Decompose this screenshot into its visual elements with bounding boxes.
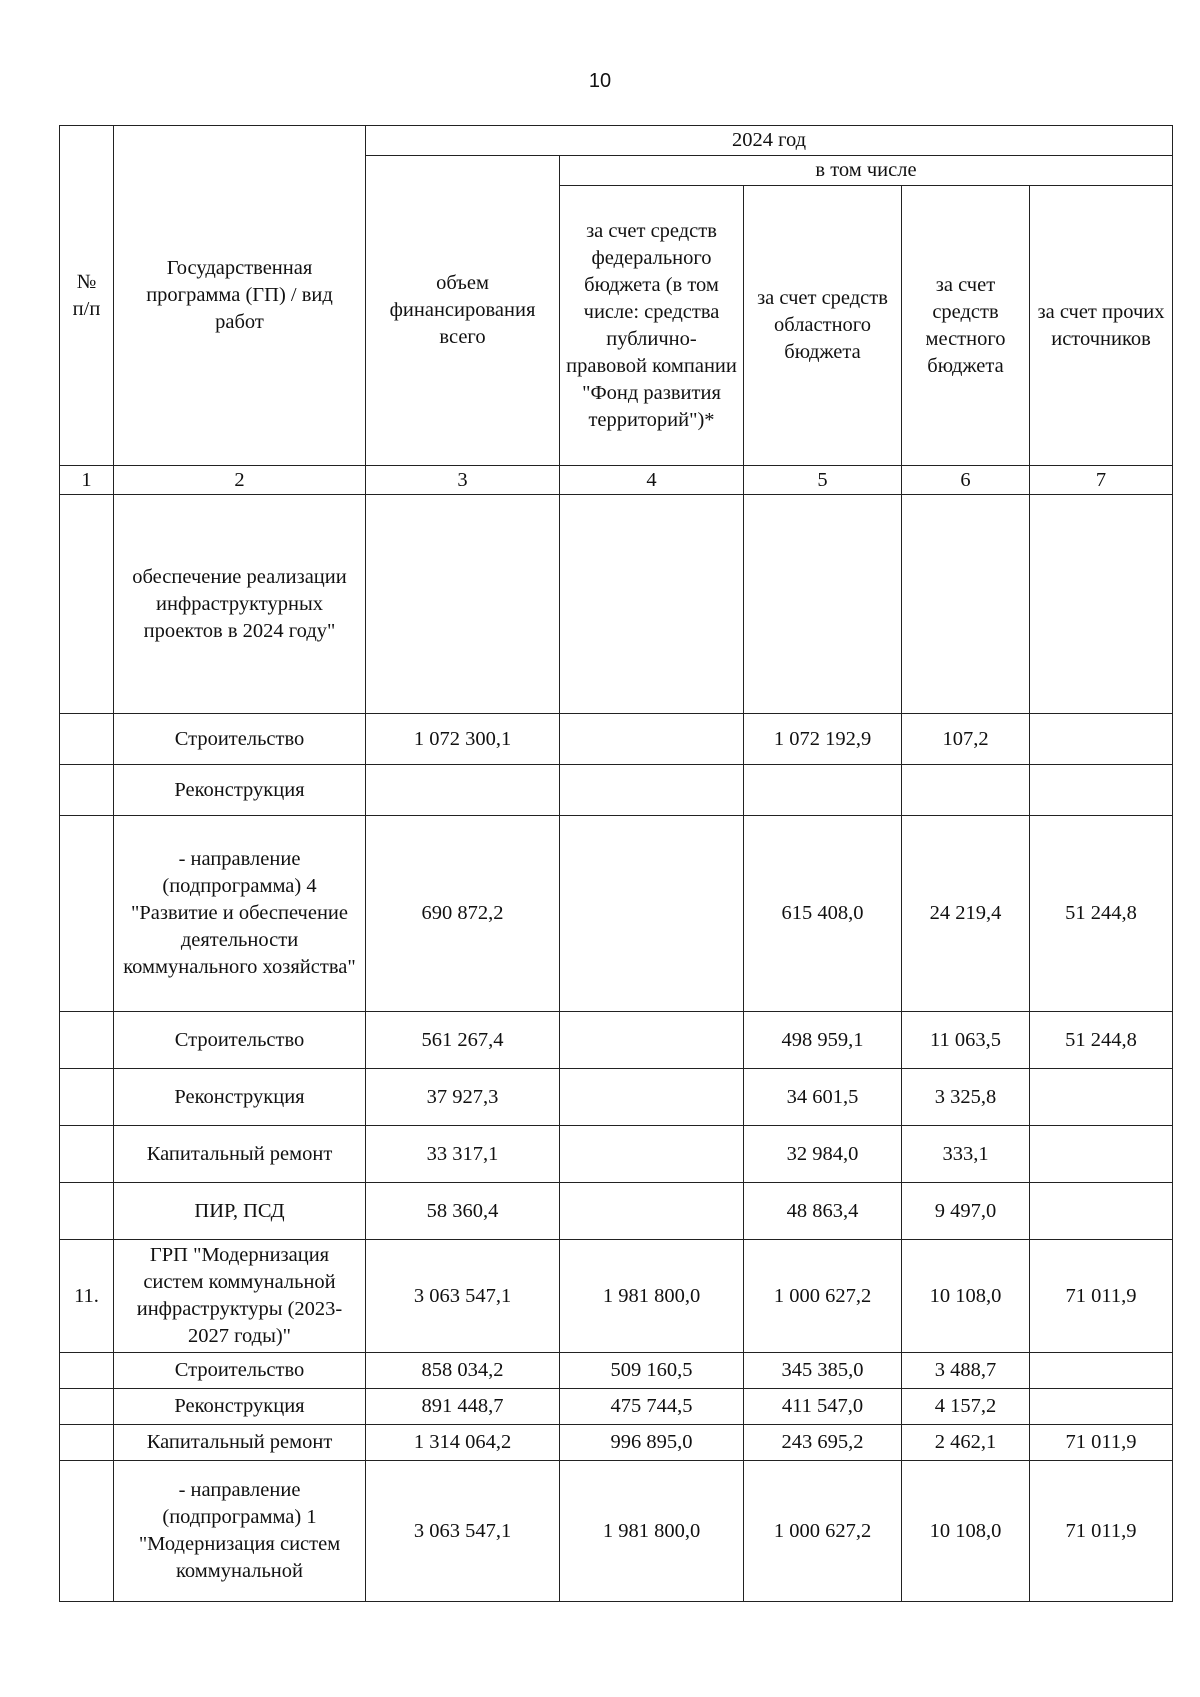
row-name: ПИР, ПСД — [114, 1183, 366, 1240]
cell-federal — [560, 1183, 744, 1240]
row-name: Строительство — [114, 1353, 366, 1389]
header-col-local: за счет средств местного бюджета — [902, 186, 1030, 466]
cell-local: 2 462,1 — [902, 1425, 1030, 1461]
cell-other — [1030, 1353, 1173, 1389]
row-name: Строительство — [114, 1012, 366, 1069]
row-number — [60, 1126, 114, 1183]
column-index: 6 — [902, 466, 1030, 495]
cell-total: 1 314 064,2 — [366, 1425, 560, 1461]
cell-regional: 345 385,0 — [744, 1353, 902, 1389]
cell-total: 561 267,4 — [366, 1012, 560, 1069]
row-number — [60, 1069, 114, 1126]
cell-other — [1030, 1389, 1173, 1425]
cell-regional: 1 000 627,2 — [744, 1240, 902, 1353]
cell-total: 1 072 300,1 — [366, 714, 560, 765]
cell-federal — [560, 714, 744, 765]
cell-local: 333,1 — [902, 1126, 1030, 1183]
row-number — [60, 495, 114, 714]
header-col-program: Государственная программа (ГП) / вид работ — [114, 126, 366, 466]
cell-local: 3 488,7 — [902, 1353, 1030, 1389]
cell-federal: 1 981 800,0 — [560, 1461, 744, 1602]
cell-other: 71 011,9 — [1030, 1240, 1173, 1353]
cell-total — [366, 765, 560, 816]
table-row — [60, 765, 1173, 816]
cell-local: 3 325,8 — [902, 1069, 1030, 1126]
table-row — [60, 1353, 1173, 1389]
header-col-regional: за счет средств областного бюджета — [744, 186, 902, 466]
cell-total: 858 034,2 — [366, 1353, 560, 1389]
header-year: 2024 год — [366, 126, 1173, 156]
header-col-federal: за счет средств федерального бюджета (в том числе: средства публично-правовой компании "Фонд развития территорий")* — [560, 186, 744, 466]
financing-table — [59, 125, 1173, 1602]
cell-regional: 615 408,0 — [744, 816, 902, 1012]
row-name: Реконструкция — [114, 1389, 366, 1425]
cell-regional — [744, 495, 902, 714]
table-row — [60, 816, 1173, 1012]
row-name: ГРП "Модернизация систем коммунальной инфраструктуры (2023-2027 годы)" — [114, 1240, 366, 1353]
row-number — [60, 1012, 114, 1069]
cell-regional: 34 601,5 — [744, 1069, 902, 1126]
column-index: 4 — [560, 466, 744, 495]
cell-regional: 1 072 192,9 — [744, 714, 902, 765]
cell-federal — [560, 495, 744, 714]
cell-other — [1030, 765, 1173, 816]
cell-regional: 48 863,4 — [744, 1183, 902, 1240]
table-row — [60, 1012, 1173, 1069]
cell-regional: 498 959,1 — [744, 1012, 902, 1069]
cell-local: 107,2 — [902, 714, 1030, 765]
cell-federal: 1 981 800,0 — [560, 1240, 744, 1353]
cell-other — [1030, 495, 1173, 714]
table-row — [60, 1183, 1173, 1240]
column-index: 7 — [1030, 466, 1173, 495]
cell-federal — [560, 1069, 744, 1126]
row-number — [60, 1389, 114, 1425]
column-index: 5 — [744, 466, 902, 495]
table-row — [60, 1069, 1173, 1126]
cell-other: 71 011,9 — [1030, 1425, 1173, 1461]
row-number — [60, 1425, 114, 1461]
cell-local: 9 497,0 — [902, 1183, 1030, 1240]
header-col-number: № п/п — [60, 126, 114, 466]
cell-local — [902, 765, 1030, 816]
cell-regional: 411 547,0 — [744, 1389, 902, 1425]
cell-federal: 475 744,5 — [560, 1389, 744, 1425]
column-index-row — [60, 466, 1173, 495]
column-index: 2 — [114, 466, 366, 495]
cell-regional: 1 000 627,2 — [744, 1461, 902, 1602]
table-row — [60, 1240, 1173, 1353]
table-row — [60, 1126, 1173, 1183]
table-row — [60, 1389, 1173, 1425]
row-name: Реконструкция — [114, 1069, 366, 1126]
cell-local: 10 108,0 — [902, 1240, 1030, 1353]
cell-other: 71 011,9 — [1030, 1461, 1173, 1602]
row-name: обеспечение реализации инфраструктурных проектов в 2024 году" — [114, 495, 366, 714]
cell-federal: 996 895,0 — [560, 1425, 744, 1461]
column-index: 1 — [60, 466, 114, 495]
cell-regional: 243 695,2 — [744, 1425, 902, 1461]
row-number — [60, 714, 114, 765]
cell-federal — [560, 816, 744, 1012]
page-number: 10 — [588, 70, 612, 92]
table-row — [60, 1461, 1173, 1602]
cell-federal — [560, 1012, 744, 1069]
cell-regional — [744, 765, 902, 816]
cell-total: 3 063 547,1 — [366, 1240, 560, 1353]
cell-other: 51 244,8 — [1030, 1012, 1173, 1069]
row-name: Строительство — [114, 714, 366, 765]
column-index: 3 — [366, 466, 560, 495]
header-col-total: объем финансирования всего — [366, 156, 560, 466]
row-name: Реконструкция — [114, 765, 366, 816]
cell-local: 10 108,0 — [902, 1461, 1030, 1602]
table-row — [60, 714, 1173, 765]
cell-total: 891 448,7 — [366, 1389, 560, 1425]
row-number: 11. — [60, 1240, 114, 1353]
cell-other — [1030, 714, 1173, 765]
cell-total: 33 317,1 — [366, 1126, 560, 1183]
cell-federal: 509 160,5 — [560, 1353, 744, 1389]
cell-total: 3 063 547,1 — [366, 1461, 560, 1602]
cell-total: 690 872,2 — [366, 816, 560, 1012]
cell-regional: 32 984,0 — [744, 1126, 902, 1183]
cell-other: 51 244,8 — [1030, 816, 1173, 1012]
row-number — [60, 1183, 114, 1240]
row-number — [60, 816, 114, 1012]
cell-total — [366, 495, 560, 714]
table-row — [60, 1425, 1173, 1461]
cell-federal — [560, 1126, 744, 1183]
cell-other — [1030, 1126, 1173, 1183]
row-name: Капитальный ремонт — [114, 1425, 366, 1461]
row-name: - направление (подпрограмма) 4 "Развитие и обеспечение деятельности коммунального хозяйства" — [114, 816, 366, 1012]
row-name: - направление (подпрограмма) 1 "Модернизация систем коммунальной — [114, 1461, 366, 1602]
cell-local: 24 219,4 — [902, 816, 1030, 1012]
table-row — [60, 495, 1173, 714]
row-number — [60, 765, 114, 816]
cell-total: 37 927,3 — [366, 1069, 560, 1126]
cell-local: 11 063,5 — [902, 1012, 1030, 1069]
cell-federal — [560, 765, 744, 816]
cell-other — [1030, 1183, 1173, 1240]
row-name: Капитальный ремонт — [114, 1126, 366, 1183]
cell-total: 58 360,4 — [366, 1183, 560, 1240]
cell-local: 4 157,2 — [902, 1389, 1030, 1425]
cell-local — [902, 495, 1030, 714]
header-col-other: за счет прочих источников — [1030, 186, 1173, 466]
row-number — [60, 1461, 114, 1602]
header-including: в том числе — [560, 156, 1173, 186]
cell-other — [1030, 1069, 1173, 1126]
row-number — [60, 1353, 114, 1389]
